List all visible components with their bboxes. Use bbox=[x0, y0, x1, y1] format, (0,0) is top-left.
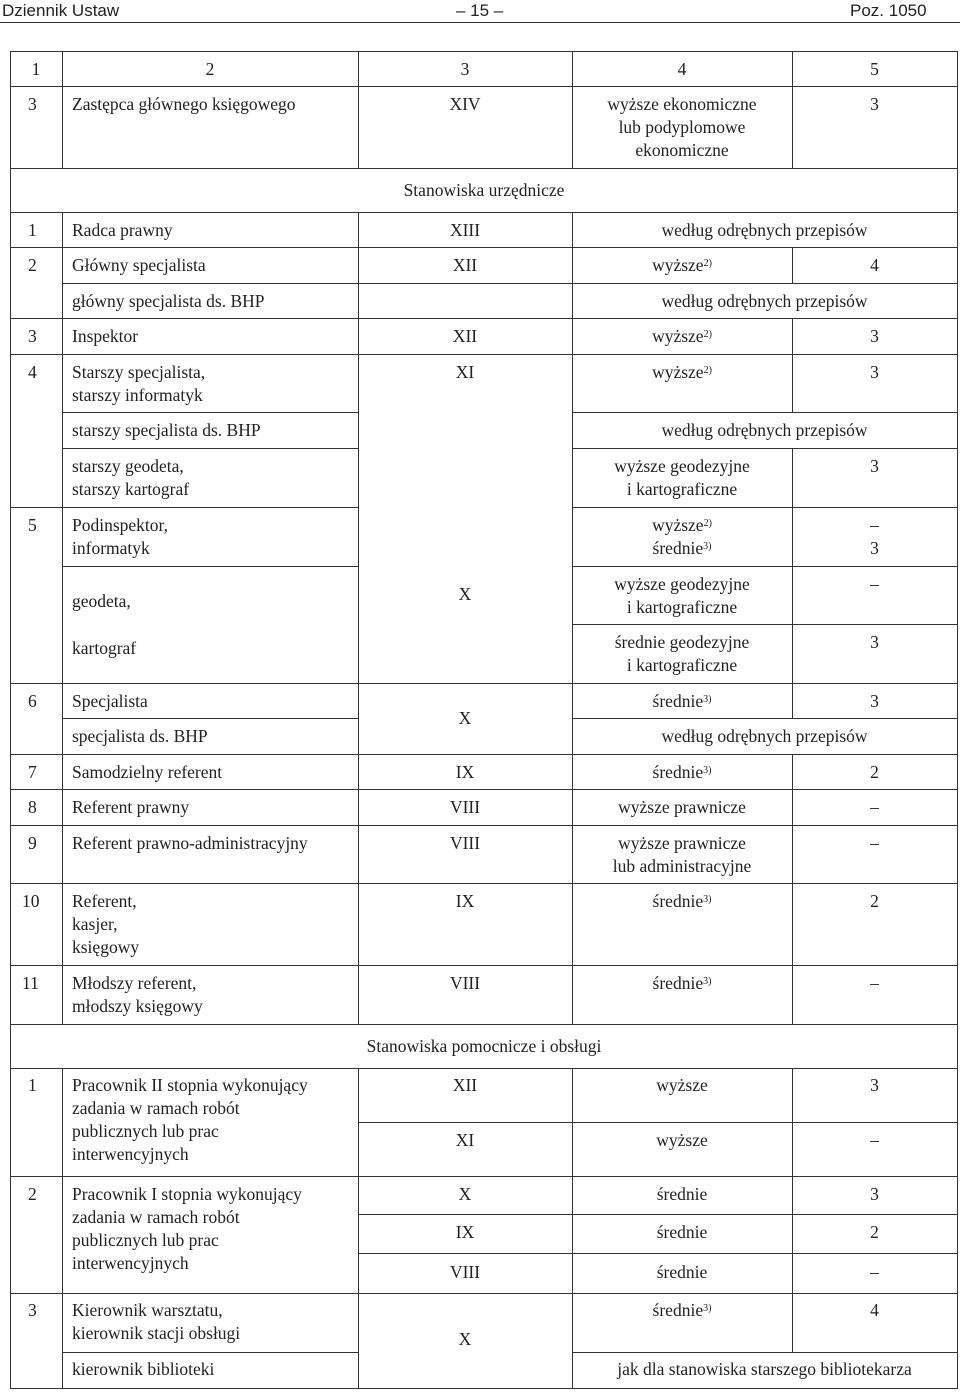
position-name: Specjalista bbox=[72, 691, 148, 711]
rule bbox=[572, 1352, 958, 1353]
row-number: 3 bbox=[28, 94, 37, 114]
position-name: Kierownik warsztatu, bbox=[72, 1300, 223, 1320]
rule bbox=[10, 754, 958, 755]
row-number: 7 bbox=[28, 762, 37, 782]
education-requirement bbox=[572, 761, 792, 785]
column-number: 4 bbox=[677, 59, 687, 79]
rule bbox=[10, 789, 958, 790]
salary-grade: VIII bbox=[449, 797, 481, 817]
row-number: 11 bbox=[22, 973, 39, 993]
education-text: średnie bbox=[652, 762, 704, 782]
position-name: młodszy księgowy bbox=[72, 996, 203, 1016]
education-requirement: i kartograficzne bbox=[626, 479, 738, 499]
experience-years: – bbox=[870, 833, 879, 853]
rule bbox=[62, 1068, 63, 1388]
footnote-ref: 3) bbox=[703, 894, 712, 905]
education-requirement: ekonomiczne bbox=[635, 140, 729, 160]
row-number: 3 bbox=[28, 1300, 37, 1320]
rule bbox=[10, 1388, 958, 1389]
rule bbox=[10, 318, 958, 319]
education-text: średnie bbox=[652, 973, 704, 993]
position-name: Zastępca głównego księgowego bbox=[72, 94, 296, 114]
position-name: zadania w ramach robót bbox=[72, 1207, 240, 1227]
position-name: starszy geodeta, bbox=[72, 456, 184, 476]
rule bbox=[10, 1176, 958, 1177]
education-requirement: lub administracyjne bbox=[612, 856, 752, 876]
row-number: 8 bbox=[28, 797, 37, 817]
education-text: średnie bbox=[652, 891, 704, 911]
experience-years: – bbox=[870, 574, 879, 594]
rule bbox=[62, 1352, 358, 1353]
experience-years: 2 bbox=[870, 1222, 879, 1242]
experience-years: 3 bbox=[870, 456, 879, 476]
rule bbox=[358, 1253, 958, 1254]
column-number: 2 bbox=[205, 59, 215, 79]
row-number: 2 bbox=[28, 1184, 37, 1204]
position-name: Referent prawny bbox=[72, 797, 190, 817]
rule bbox=[572, 412, 958, 413]
position-name: Referent, bbox=[72, 891, 137, 911]
column-number: 3 bbox=[460, 59, 470, 79]
salary-grade: XI bbox=[455, 362, 475, 382]
row-number: 9 bbox=[28, 833, 37, 853]
rule bbox=[10, 354, 958, 355]
position-name: specjalista ds. BHP bbox=[72, 726, 208, 746]
salary-grade: XIV bbox=[449, 94, 481, 114]
salary-grade: XII bbox=[452, 326, 478, 346]
rule bbox=[10, 86, 958, 87]
experience-years: 3 bbox=[870, 326, 879, 346]
salary-grade: X bbox=[458, 584, 472, 604]
rule bbox=[572, 718, 958, 719]
footnote-ref: 2) bbox=[703, 365, 712, 376]
requirement-text: według odrębnych przepisów bbox=[661, 420, 868, 440]
requirement-text: według odrębnych przepisów bbox=[661, 220, 868, 240]
education-requirement: średnie bbox=[656, 1184, 708, 1204]
position-name: główny specjalista ds. BHP bbox=[72, 291, 265, 311]
education-requirement bbox=[572, 254, 792, 278]
education-requirement: średnie geodezyjne bbox=[614, 632, 750, 652]
position-number: Poz. 1050 bbox=[850, 1, 927, 20]
rule bbox=[10, 51, 11, 1388]
rule bbox=[10, 683, 958, 684]
position-name: Pracownik II stopnia wykonujący bbox=[72, 1075, 308, 1095]
experience-years: 3 bbox=[870, 691, 879, 711]
education-text: średnie bbox=[652, 538, 704, 558]
salary-grade: IX bbox=[455, 1222, 475, 1242]
position-name: publicznych lub prac bbox=[72, 1121, 219, 1141]
section-heading: Stanowiska pomocnicze i obsługi bbox=[366, 1036, 602, 1056]
row-number: 6 bbox=[28, 691, 37, 711]
salary-grade: XIII bbox=[449, 220, 481, 240]
rule bbox=[572, 448, 958, 449]
row-number: 3 bbox=[28, 326, 37, 346]
footnote-ref: 3) bbox=[703, 976, 712, 987]
position-name: kartograf bbox=[72, 638, 137, 658]
position-name: Samodzielny referent bbox=[72, 762, 223, 782]
experience-years: 3 bbox=[870, 1184, 879, 1204]
experience-years: – bbox=[870, 973, 879, 993]
position-name: interwencyjnych bbox=[72, 1253, 189, 1273]
education-requirement bbox=[572, 537, 792, 561]
salary-grade: XII bbox=[452, 255, 478, 275]
education-text: średnie bbox=[652, 1300, 704, 1320]
rule bbox=[358, 1214, 958, 1215]
experience-years: – bbox=[870, 797, 879, 817]
experience-years: – bbox=[870, 515, 879, 535]
column-number: 5 bbox=[870, 59, 879, 79]
rule bbox=[358, 1122, 958, 1123]
position-name: kierownik biblioteki bbox=[72, 1359, 215, 1379]
education-requirement: średnie bbox=[656, 1262, 708, 1282]
footnote-ref: 2) bbox=[703, 258, 712, 269]
rule bbox=[10, 1068, 958, 1069]
education-requirement: wyższe prawnicze bbox=[618, 833, 746, 853]
section-heading: Stanowiska urzędnicze bbox=[403, 180, 565, 200]
education-requirement: wyższe geodezyjne bbox=[614, 574, 750, 594]
rule bbox=[10, 168, 958, 169]
position-name: Radca prawny bbox=[72, 220, 173, 240]
experience-years: 3 bbox=[870, 362, 879, 382]
rule bbox=[62, 212, 63, 1024]
page-number: – 15 – bbox=[456, 1, 504, 20]
education-requirement: wyższe prawnicze bbox=[618, 797, 746, 817]
position-name: publicznych lub prac bbox=[72, 1230, 219, 1250]
row-number: 2 bbox=[28, 255, 37, 275]
position-name: starszy informatyk bbox=[72, 385, 203, 405]
rule bbox=[10, 883, 958, 884]
salary-grade: XII bbox=[452, 1075, 478, 1095]
experience-years: 4 bbox=[870, 1300, 879, 1320]
position-name: zadania w ramach robót bbox=[72, 1098, 240, 1118]
position-name: starszy kartograf bbox=[72, 479, 190, 499]
position-name: księgowy bbox=[72, 937, 140, 957]
education-requirement bbox=[572, 361, 792, 385]
education-requirement: wyższe bbox=[656, 1130, 708, 1150]
education-requirement: lub podyplomowe bbox=[618, 117, 746, 137]
experience-years: 3 bbox=[870, 1075, 879, 1095]
salary-grade: X bbox=[458, 708, 472, 728]
rule bbox=[62, 566, 358, 567]
salary-grade: IX bbox=[455, 762, 475, 782]
education-requirement: i kartograficzne bbox=[626, 655, 738, 675]
salary-grade: X bbox=[458, 1184, 472, 1204]
position-name: Podinspektor, bbox=[72, 515, 169, 535]
rule bbox=[957, 51, 958, 1388]
salary-grade: X bbox=[458, 1329, 472, 1349]
rule bbox=[62, 448, 358, 449]
education-requirement: wyższe ekonomiczne bbox=[607, 94, 757, 114]
row-number: 1 bbox=[28, 220, 37, 240]
position-name: starszy specjalista ds. BHP bbox=[72, 420, 261, 440]
position-name: interwencyjnych bbox=[72, 1144, 189, 1164]
position-name: Referent prawno-administracyjny bbox=[72, 833, 308, 853]
education-requirement: wyższe geodezyjne bbox=[614, 456, 750, 476]
education-requirement: wyższe bbox=[656, 1075, 708, 1095]
footnote-ref: 3) bbox=[703, 1303, 712, 1314]
salary-grade: IX bbox=[455, 891, 475, 911]
salary-grade: XI bbox=[455, 1130, 475, 1150]
footnote-ref: 2) bbox=[703, 329, 712, 340]
row-number: 5 bbox=[28, 515, 37, 535]
education-requirement bbox=[572, 1299, 792, 1323]
education-text: wyższe bbox=[652, 515, 704, 535]
requirement-text: według odrębnych przepisów bbox=[661, 726, 868, 746]
position-name: Główny specjalista bbox=[72, 255, 206, 275]
rule bbox=[62, 412, 358, 413]
education-text: średnie bbox=[652, 691, 704, 711]
position-name: kierownik stacji obsługi bbox=[72, 1323, 241, 1343]
salary-grade: VIII bbox=[449, 1262, 481, 1282]
experience-years: – bbox=[870, 1262, 879, 1282]
rule bbox=[10, 965, 958, 966]
education-requirement bbox=[572, 690, 792, 714]
footnote-ref: 2) bbox=[703, 518, 712, 529]
salary-grade: VIII bbox=[449, 833, 481, 853]
experience-years: – bbox=[870, 1130, 879, 1150]
row-number: 10 bbox=[22, 891, 40, 911]
rule bbox=[62, 283, 958, 284]
education-requirement: średnie bbox=[656, 1222, 708, 1242]
position-name: kasjer, bbox=[72, 914, 118, 934]
experience-years: 3 bbox=[870, 94, 879, 114]
journal-title: Dziennik Ustaw bbox=[2, 1, 120, 20]
rule bbox=[572, 507, 958, 508]
row-number: 4 bbox=[28, 362, 37, 382]
position-name: Inspektor bbox=[72, 326, 139, 346]
rule bbox=[10, 825, 958, 826]
row-number: 1 bbox=[28, 1075, 37, 1095]
experience-years: 3 bbox=[870, 632, 879, 652]
education-requirement bbox=[572, 972, 792, 996]
education-requirement bbox=[572, 890, 792, 914]
position-name: informatyk bbox=[72, 538, 150, 558]
experience-years: 2 bbox=[870, 762, 879, 782]
education-requirement bbox=[572, 325, 792, 349]
education-text: wyższe bbox=[652, 362, 704, 382]
rule bbox=[10, 1293, 958, 1294]
requirement-text: jak dla stanowiska starszego bibliotekarza bbox=[617, 1359, 912, 1379]
rule bbox=[10, 51, 958, 52]
rule bbox=[572, 624, 958, 625]
requirement-text: według odrębnych przepisów bbox=[661, 291, 868, 311]
footnote-ref: 3) bbox=[703, 694, 712, 705]
rule bbox=[572, 566, 958, 567]
position-name: Starszy specjalista, bbox=[72, 362, 206, 382]
position-name: geodeta, bbox=[72, 591, 131, 611]
education-requirement: i kartograficzne bbox=[626, 597, 738, 617]
column-number: 1 bbox=[31, 59, 41, 79]
experience-years: 4 bbox=[870, 255, 879, 275]
position-name: Młodszy referent, bbox=[72, 973, 197, 993]
salary-grade: VIII bbox=[449, 973, 481, 993]
position-name: Pracownik I stopnia wykonujący bbox=[72, 1184, 302, 1204]
rule bbox=[62, 718, 358, 719]
experience-years: 3 bbox=[870, 538, 879, 558]
education-text: wyższe bbox=[652, 255, 704, 275]
footnote-ref: 3) bbox=[703, 765, 712, 776]
rule bbox=[10, 247, 958, 248]
education-requirement bbox=[572, 514, 792, 538]
experience-years: 2 bbox=[870, 891, 879, 911]
footnote-ref: 3) bbox=[703, 541, 712, 552]
rule bbox=[10, 212, 958, 213]
rule bbox=[10, 1024, 958, 1025]
education-text: wyższe bbox=[652, 326, 704, 346]
